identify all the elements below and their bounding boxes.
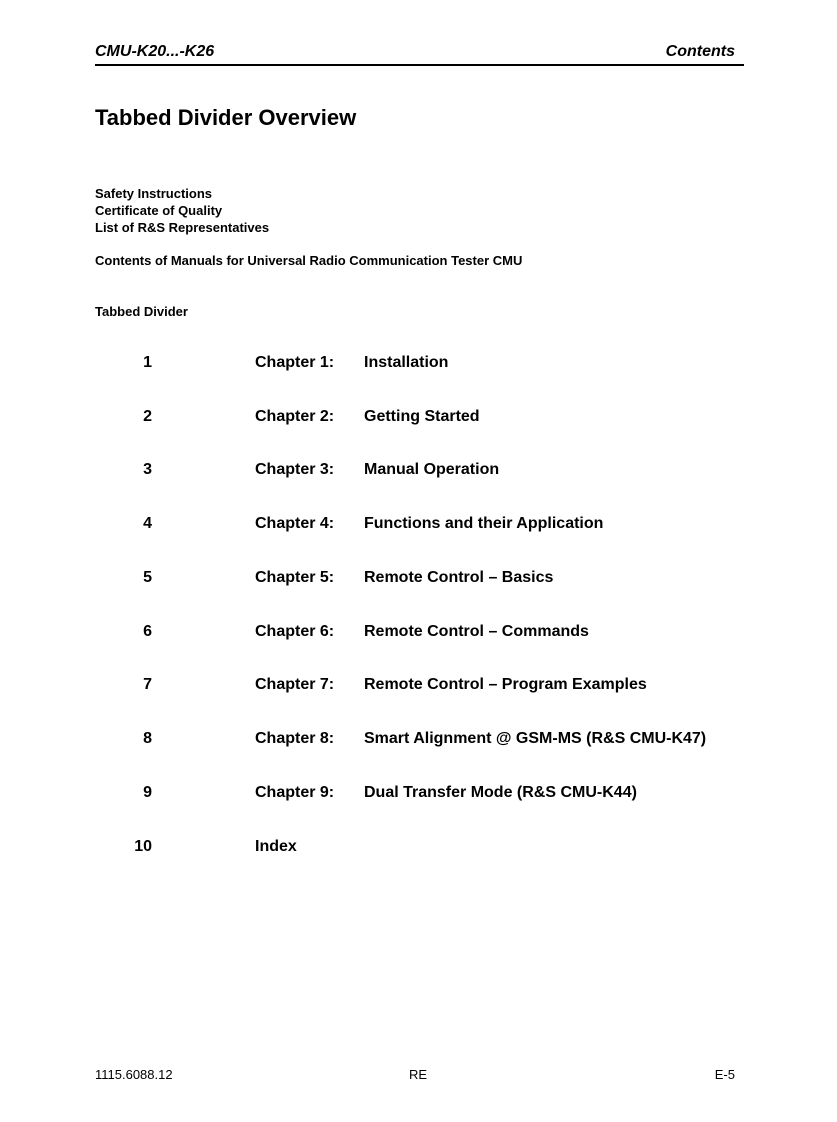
tab-number: 5 [143,569,152,586]
tab-chapter: Chapter 6: [255,623,335,640]
tab-row [0,459,837,481]
front-matter-item: Certificate of Quality [95,203,223,218]
tab-title: Dual Transfer Mode (R&S CMU-K44) [364,784,637,801]
tab-chapter: Chapter 9: [255,784,335,801]
tab-row [0,621,837,643]
tab-row [0,567,837,589]
tab-row [0,674,837,696]
footer-doc-number: 1115.6088.12 [95,1067,173,1082]
tab-number: 3 [143,461,152,478]
tab-title: Remote Control – Commands [364,623,589,640]
tab-title: Remote Control – Basics [364,569,554,586]
tab-number: 8 [143,730,152,747]
footer-edition: RE [409,1067,428,1082]
tab-number: 6 [143,623,152,640]
page-title: Tabbed Divider Overview [95,105,357,130]
header-doc-id: CMU-K20...-K26 [95,43,215,60]
tab-number: 2 [143,408,152,425]
tab-chapter: Chapter 1: [255,354,335,371]
front-matter-item: Safety Instructions [95,186,213,201]
tab-title: Manual Operation [364,461,500,478]
header-section: Contents [665,43,735,60]
tab-number: 1 [143,354,152,371]
tab-row [0,782,837,804]
tab-chapter: Chapter 8: [255,730,335,747]
tab-row [0,836,837,858]
tab-title: Functions and their Application [364,515,604,532]
tab-chapter: Chapter 3: [255,461,335,478]
tab-number: 9 [143,784,152,801]
footer-page-number: E-5 [714,1067,735,1082]
tab-row [0,406,837,428]
tab-chapter: Index [255,838,297,855]
tab-number: 4 [143,515,152,532]
front-matter-list [95,185,269,236]
tab-title: Getting Started [364,408,480,425]
tab-chapter: Chapter 2: [255,408,335,425]
tab-chapter: Chapter 4: [255,515,335,532]
tab-row [0,352,837,374]
tabbed-divider-label: Tabbed Divider [95,304,188,319]
tab-row [0,728,837,750]
tab-number: 7 [143,676,152,693]
tab-title: Remote Control – Program Examples [364,676,647,693]
tab-title: Installation [364,354,449,371]
tab-chapter: Chapter 5: [255,569,335,586]
tab-row [0,513,837,535]
tab-title: Smart Alignment @ GSM-MS (R&S CMU-K47) [364,730,707,747]
tab-number: 10 [134,838,152,855]
tab-chapter: Chapter 7: [255,676,335,693]
contents-of-manuals-line: Contents of Manuals for Universal Radio Communication Tester CMU [95,253,523,268]
page-header [95,42,744,66]
front-matter-item: List of R&S Representatives [95,220,270,235]
